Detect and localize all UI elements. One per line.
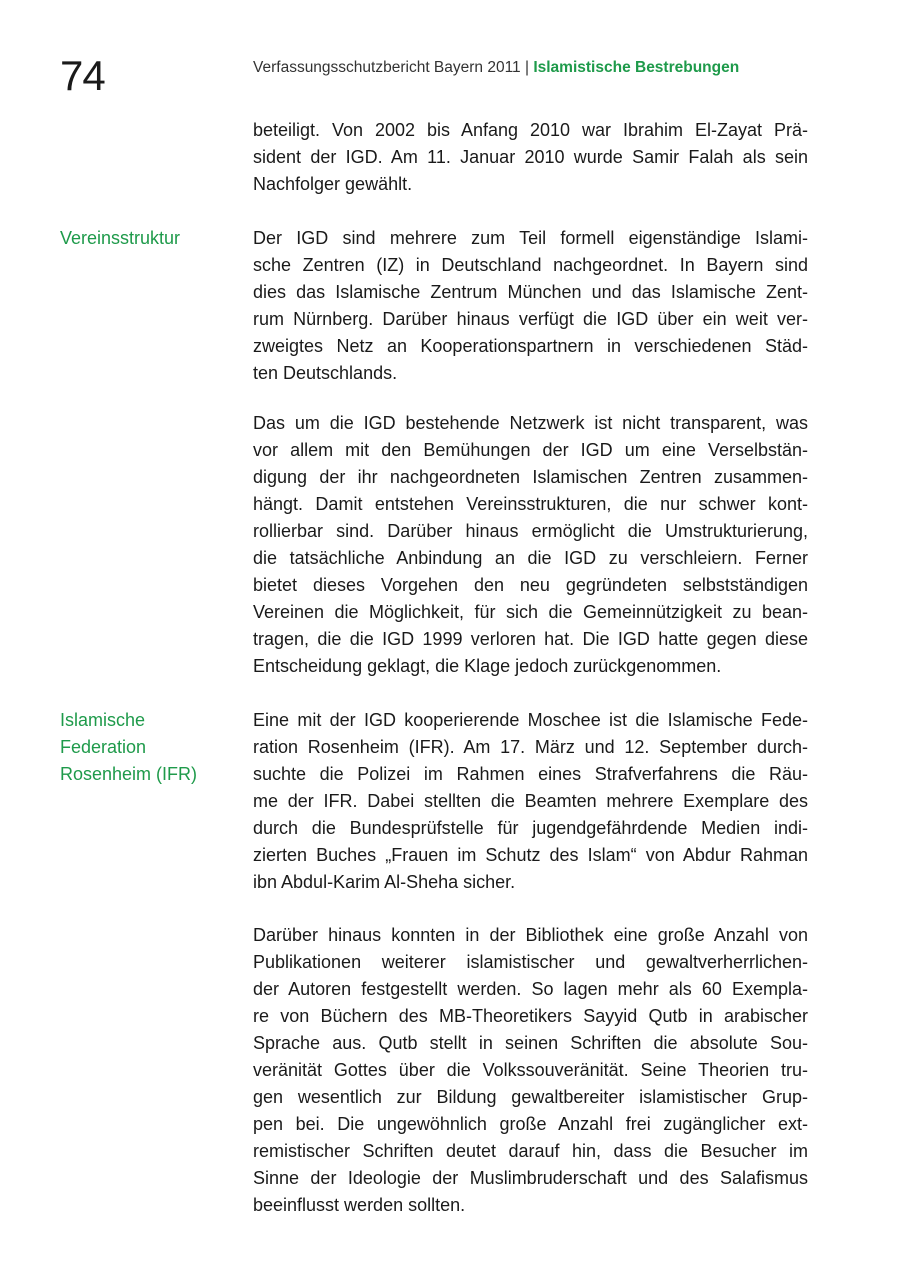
text-line: Entscheidung geklagt, die Klage jedoch zurückgenommen. xyxy=(253,656,722,676)
text-line: die tatsächliche Anbindung an die IGD zu verschleiern. Ferner xyxy=(253,548,808,568)
paragraph-ifr xyxy=(253,707,808,896)
text-line: sche Zentren (IZ) in Deutschland nachgeordnet. In Bayern sind xyxy=(253,255,808,275)
side-label-line: Federation xyxy=(60,737,147,757)
text-line: beeinflusst werden sollten. xyxy=(253,1195,466,1215)
text-line: suchte die Polizei im Rahmen eines Strafverfahrens die Räu- xyxy=(253,764,808,784)
side-label-line: Vereinsstruktur xyxy=(60,228,181,248)
side-label-ifr xyxy=(60,707,235,788)
paragraph-continuation xyxy=(253,117,808,198)
text-line: Der IGD sind mehrere zum Teil formell eigenständige Islami- xyxy=(253,228,808,248)
text-line: dies das Islamische Zentrum München und das Islamische Zent- xyxy=(253,282,808,302)
text-line: Sprache aus. Qutb stellt in seinen Schriften die absolute Sou- xyxy=(253,1033,808,1053)
text-line: bietet dieses Vorgehen den neu gegründeten selbstständigen xyxy=(253,575,808,595)
text-line: durch die Bundesprüfstelle für jugendgefährdende Medien indi- xyxy=(253,818,808,838)
text-line: me der IFR. Dabei stellten die Beamten mehrere Exemplare des xyxy=(253,791,808,811)
text-line: Eine mit der IGD kooperierende Moschee ist die Islamische Fede- xyxy=(253,710,808,730)
page-number: 74 xyxy=(60,52,105,99)
side-label-line: Rosenheim (IFR) xyxy=(60,764,198,784)
text-line: Vereinen die Möglichkeit, für sich die Gemeinnützigkeit zu bean- xyxy=(253,602,808,622)
text-line: ibn Abdul-Karim Al-Sheha sicher. xyxy=(253,872,516,892)
paragraph-vereinsstruktur xyxy=(253,225,808,387)
text-line: digung der ihr nachgeordneten Islamischen Zentren zusammen- xyxy=(253,467,808,487)
text-line: veränität Gottes über die Volkssouveränität. Seine Theorien tru- xyxy=(253,1060,808,1080)
text-line: ration Rosenheim (IFR). Am 17. März und 12. September durch- xyxy=(253,737,808,757)
text-line: rollierbar sind. Darüber hinaus ermöglicht die Umstrukturierung, xyxy=(253,521,808,541)
text-line: rum Nürnberg. Darüber hinaus verfügt die IGD über ein weit ver- xyxy=(253,309,808,329)
text-line: Publikationen weiterer islamistischer und gewaltverherrlichen- xyxy=(253,952,808,972)
text-line: zweigtes Netz an Kooperationspartnern in verschiedenen Städ- xyxy=(253,336,808,356)
text-line: remistischer Schriften deutet darauf hin, dass die Besucher im xyxy=(253,1141,808,1161)
text-line: pen bei. Die ungewöhnlich große Anzahl frei zugänglicher ext- xyxy=(253,1114,808,1134)
text-line: re von Büchern des MB-Theoretikers Sayyid Qutb in arabischer xyxy=(253,1006,808,1026)
text-line: gen wesentlich zur Bildung gewaltbereiter islamistischer Grup- xyxy=(253,1087,808,1107)
text-line: tragen, die die IGD 1999 verloren hat. Die IGD hatte gegen diese xyxy=(253,629,808,649)
side-label-line: Islamische xyxy=(60,710,146,730)
text-line: Das um die IGD bestehende Netzwerk ist nicht transparent, was xyxy=(253,413,808,433)
publication-title: Verfassungsschutzbericht Bayern 2011 xyxy=(253,59,521,76)
text-line: Darüber hinaus konnten in der Bibliothek eine große Anzahl von xyxy=(253,925,808,945)
text-line: Nachfolger gewählt. xyxy=(253,174,413,194)
text-line: hängt. Damit entstehen Vereinsstrukturen, die nur schwer kont- xyxy=(253,494,808,514)
text-line: beteiligt. Von 2002 bis Anfang 2010 war Ibrahim El-Zayat Prä- xyxy=(253,120,808,140)
running-header xyxy=(253,58,739,78)
text-line: der Autoren festgestellt werden. So lagen mehr als 60 Exempla- xyxy=(253,979,808,999)
text-line: zierten Buches „Frauen im Schutz des Islam“ von Abdur Rahman xyxy=(253,845,808,865)
header-separator: | xyxy=(520,59,534,76)
paragraph-netzwerk xyxy=(253,410,808,680)
text-line: vor allem mit den Bemühungen der IGD um eine Verselbstän- xyxy=(253,440,808,460)
section-title: Islamistische Bestrebungen xyxy=(533,59,740,76)
paragraph-bibliothek xyxy=(253,922,808,1219)
side-label-vereinsstruktur xyxy=(60,225,235,252)
text-line: ten Deutschlands. xyxy=(253,363,398,383)
text-line: Sinne der Ideologie der Muslimbruderschaft und des Salafismus xyxy=(253,1168,808,1188)
text-line: sident der IGD. Am 11. Januar 2010 wurde Samir Falah als sein xyxy=(253,147,808,167)
